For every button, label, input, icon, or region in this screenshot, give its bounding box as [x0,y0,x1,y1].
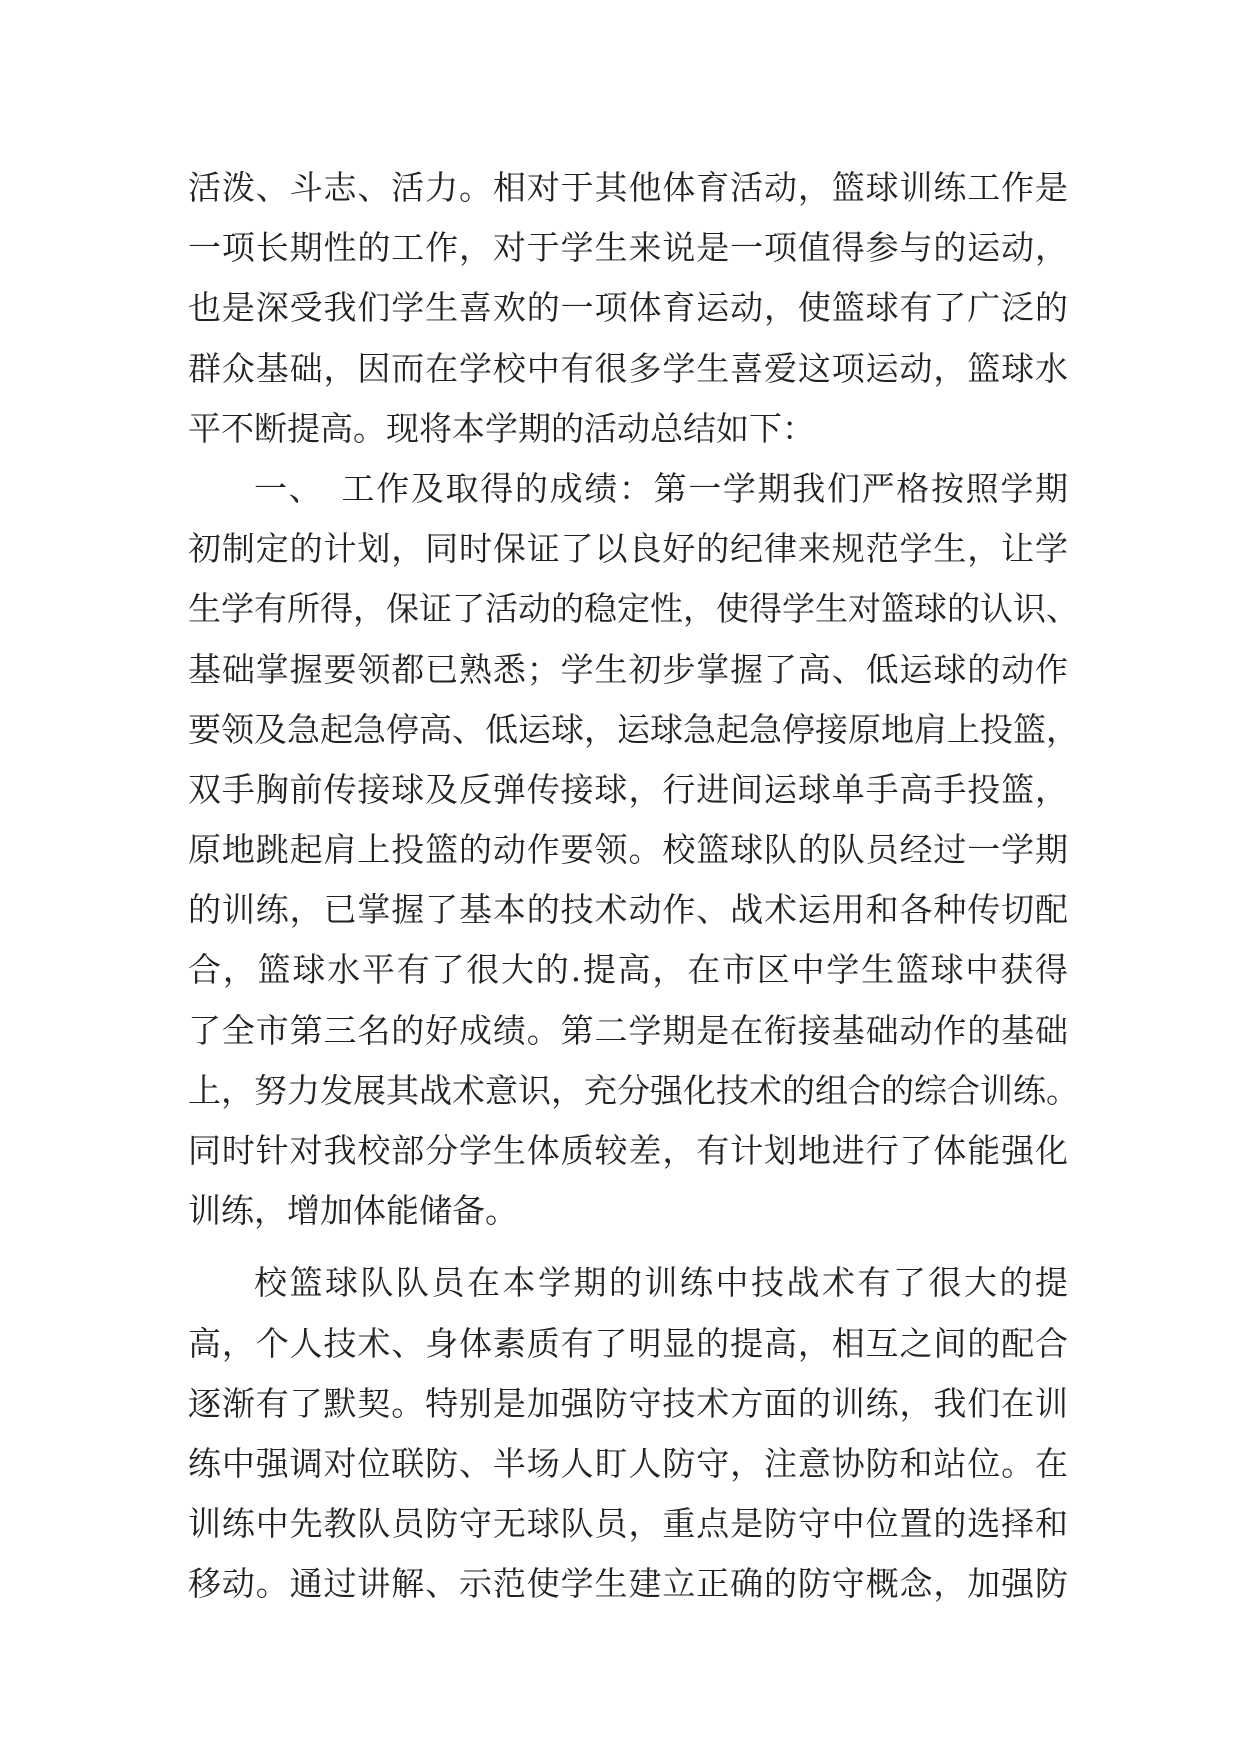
paragraph-spacer [188,1241,1068,1253]
text-line: 校篮球队队员在本学期的训练中技战术有了很大的提 [254,1263,1068,1303]
text-line: 原地跳起肩上投篮的动作要领。校篮球队的队员经过一学期 [188,830,1068,870]
text-line: 同时针对我校部分学生体质较差，有计划地进行了体能强化 [188,1131,1068,1170]
text-line: 训练，增加体能储备。 [188,1191,518,1231]
text-line: 生学有所得，保证了活动的稳定性，使得学生对篮球的认识、 [188,589,1079,629]
text-line: 的训练，已掌握了基本的技术动作、战术运用和各种传切配 [188,890,1068,930]
text-line: 基础掌握要领都已熟悉；学生初步掌握了高、低运球的动作 [188,649,1068,689]
text-line: 要领及急起急停高、低运球，运球急起急停接原地肩上投篮， [188,709,1079,749]
text-line: 平不断提高。现将本学期的活动总结如下： [188,408,815,448]
paragraph [188,459,1079,1241]
body-text [188,158,1079,1615]
paragraph [188,1253,1068,1614]
text-line: 逐渐有了默契。特别是加强防守技术方面的训练，我们在训 [188,1383,1068,1423]
paragraph [188,158,1068,459]
text-line: 高，个人技术、身体素质有了明显的提高，相互之间的配合 [188,1323,1068,1363]
text-line: 活泼、斗志、活力。相对于其他体育活动，篮球训练工作是 [188,168,1068,207]
text-line: 上，努力发展其战术意识，充分强化技术的组合的综合训练。 [188,1070,1079,1110]
text-line: 了全市第三名的好成绩。第二学期是在衔接基础动作的基础 [188,1010,1068,1050]
text-line: 练中强调对位联防、半场人盯人防守，注意协防和站位。在 [188,1443,1068,1483]
text-line: 训练中先教队员防守无球队员，重点是防守中位置的选择和 [188,1504,1068,1544]
text-line: 合，篮球水平有了很大的.提高，在市区中学生篮球中获得 [188,950,1068,990]
text-line: 一、 工作及取得的成绩：第一学期我们严格按照学期 [254,468,1068,508]
text-line: 也是深受我们学生喜欢的一项体育运动，使篮球有了广泛的 [188,288,1068,328]
text-line: 双手胸前传接球及反弹传接球，行进间运球单手高手投篮， [188,769,1068,809]
text-line: 初制定的计划，同时保证了以良好的纪律来规范学生，让学 [188,529,1068,569]
text-line: 移动。通过讲解、示范使学生建立正确的防守概念，加强防 [188,1564,1068,1604]
text-line: 群众基础，因而在学校中有很多学生喜爱这项运动，篮球水 [188,348,1068,388]
text-line: 一项长期性的工作，对于学生来说是一项值得参与的运动， [188,228,1068,268]
